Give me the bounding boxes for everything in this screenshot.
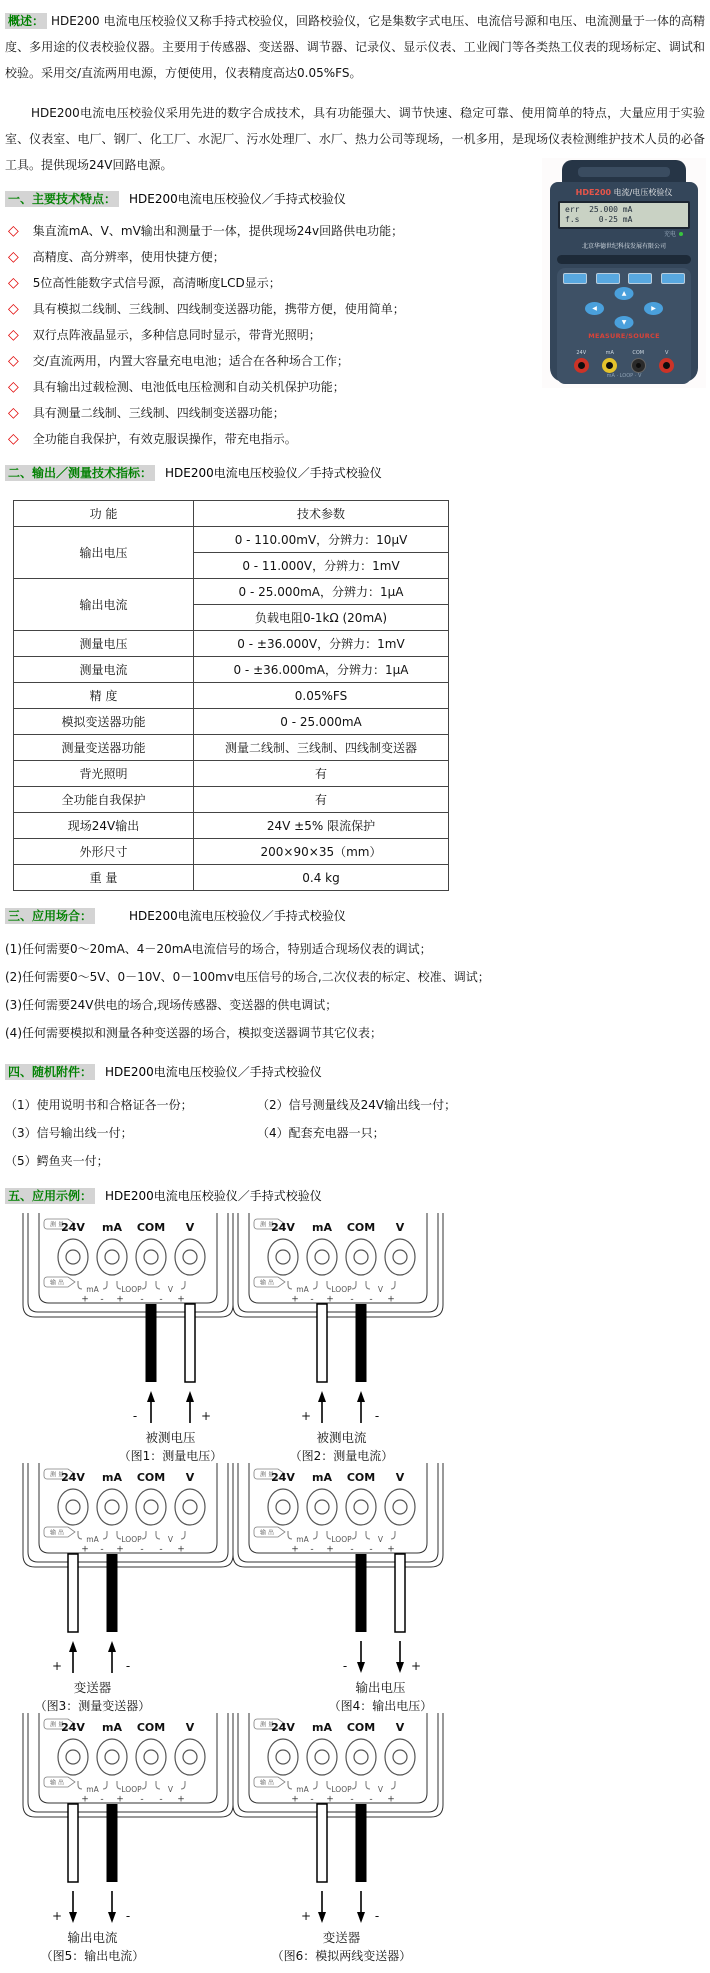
- polarity-sign: -: [350, 1794, 354, 1805]
- spec-row: 0 - 11.000V，分辨力：1mV: [14, 553, 449, 579]
- figure-label: 变送器: [322, 1930, 361, 1945]
- section-1-title: 一、主要技术特点：: [5, 191, 119, 207]
- overview-label: 概述：: [5, 13, 47, 29]
- terminal-label: V: [395, 1471, 405, 1484]
- terminal-label: mA: [312, 1471, 332, 1484]
- function-keys: [563, 273, 685, 284]
- figure-2: [215, 1213, 705, 1463]
- polarity-sign: +: [326, 1794, 334, 1805]
- polarity-sign: -: [369, 1794, 373, 1805]
- polarity-sign: -: [350, 1544, 354, 1555]
- terminal-hole: [276, 1500, 290, 1514]
- bracket-label: mA: [86, 1535, 99, 1544]
- arrow-head: [318, 1912, 326, 1923]
- arrow-head: [318, 1391, 326, 1402]
- terminal-label: COM: [136, 1471, 166, 1484]
- polarity-sign: -: [100, 1794, 104, 1805]
- svg-text:输 出: 输 出: [50, 1279, 64, 1287]
- terminal-24v: [574, 358, 589, 373]
- polarity-sign: -: [369, 1544, 373, 1555]
- spec-table: [13, 500, 449, 891]
- left-polarity: -: [132, 1409, 138, 1423]
- black-test-lead: [356, 1554, 367, 1632]
- polarity-sign: +: [326, 1544, 334, 1555]
- terminal-label: V: [185, 1721, 195, 1734]
- terminal-label: V: [185, 1471, 195, 1484]
- device-lcd: err 25.000 mA f.s 0-25 mA: [558, 201, 690, 229]
- figure-caption: （图6：模拟两线变送器）: [271, 1949, 412, 1963]
- spec-header-function: 功 能: [14, 501, 194, 527]
- terminal-hole: [183, 1250, 197, 1264]
- polarity-sign: -: [159, 1544, 163, 1555]
- section-5-title: 五、应用示例：: [5, 1188, 95, 1204]
- spec-row: 输出电压 0 - 110.00mV，分辨力：10μV: [14, 527, 449, 553]
- white-test-lead: [317, 1804, 327, 1882]
- example-figures: [5, 1213, 705, 1963]
- terminal-hole: [105, 1500, 119, 1514]
- bracket-label: mA: [296, 1285, 309, 1294]
- terminal-label: 24V: [61, 1221, 85, 1234]
- spec-row: 模拟变送器功能 0 - 25.000mA: [14, 709, 449, 735]
- connection-diagram: [223, 1213, 459, 1463]
- polarity-sign: +: [177, 1294, 185, 1305]
- svg-text:输 出: 输 出: [260, 1279, 274, 1287]
- terminal-hole: [276, 1750, 290, 1764]
- bracket-label: LOOP: [331, 1285, 352, 1294]
- polarity-sign: -: [369, 1294, 373, 1305]
- arrow-head: [147, 1391, 155, 1402]
- arrow-head: [69, 1641, 77, 1652]
- polarity-sign: -: [140, 1794, 144, 1805]
- polarity-sign: +: [291, 1544, 299, 1555]
- bracket-label: V: [377, 1285, 384, 1294]
- right-polarity: -: [125, 1909, 131, 1923]
- white-test-lead: [68, 1804, 78, 1882]
- figure-caption: （图2：测量电流）: [289, 1449, 394, 1463]
- terminal-hole: [183, 1750, 197, 1764]
- bracket-label: V: [377, 1535, 384, 1544]
- terminal-label: COM: [136, 1721, 166, 1734]
- terminal-label: V: [185, 1221, 195, 1234]
- figure-label: 输出电流: [67, 1930, 118, 1945]
- attachment-item: （3）信号输出线一付；: [5, 1126, 133, 1140]
- device-terminals: 24V mA COM V: [563, 343, 685, 373]
- terminal-label: mA: [312, 1221, 332, 1234]
- terminal-hole: [315, 1250, 329, 1264]
- section-5-subtitle: HDE200电流电压校验仪／手持式校验仪: [105, 1189, 322, 1203]
- bracket-label: LOOP: [121, 1285, 142, 1294]
- attachment-item: （5）鳄鱼夹一付；: [5, 1154, 109, 1168]
- svg-text:测 量: 测 量: [50, 1721, 64, 1729]
- terminal-label: mA: [102, 1471, 122, 1484]
- terminal-label: COM: [346, 1221, 376, 1234]
- terminal-ma: [602, 358, 617, 373]
- figure-1: [5, 1213, 223, 1463]
- polarity-sign: +: [81, 1294, 89, 1305]
- polarity-sign: +: [326, 1294, 334, 1305]
- svg-text:输 出: 输 出: [260, 1529, 274, 1537]
- terminal-label: 24V: [271, 1471, 295, 1484]
- right-arrow-key: ▶: [644, 302, 663, 315]
- right-polarity: -: [125, 1659, 131, 1673]
- section-2-title: 二、输出／测量技术指标：: [5, 465, 155, 481]
- terminal-hole: [144, 1750, 158, 1764]
- figure-3: [5, 1463, 215, 1713]
- arrow-head: [69, 1912, 77, 1923]
- black-test-lead: [146, 1304, 157, 1382]
- spec-row: 测量电流 0 - ±36.000mA，分辨力：1μA: [14, 657, 449, 683]
- feature-item: ◇ 具有输出过载检测、电池低电压检测和自动关机保护功能；: [8, 379, 345, 395]
- figure-caption: （图3：测量变送器）: [34, 1699, 151, 1713]
- terminal-hole: [144, 1500, 158, 1514]
- polarity-sign: +: [387, 1544, 395, 1555]
- polarity-sign: +: [291, 1794, 299, 1805]
- terminal-hole: [66, 1250, 80, 1264]
- figure-label: 被测电压: [145, 1430, 196, 1445]
- up-arrow-key: ▲: [615, 287, 634, 300]
- terminal-label: 24V: [271, 1721, 295, 1734]
- spec-row: 输出电流 0 - 25.000mA，分辨力：1μA: [14, 579, 449, 605]
- black-test-lead: [356, 1804, 367, 1882]
- polarity-sign: +: [81, 1794, 89, 1805]
- svg-text:测 量: 测 量: [50, 1471, 64, 1479]
- arrow-head: [357, 1912, 365, 1923]
- application-list: [5, 935, 705, 1047]
- section-5-header: [5, 1185, 705, 1207]
- polarity-sign: -: [140, 1294, 144, 1305]
- device-title: HDE200 电流/电压校验仪: [575, 188, 673, 197]
- diamond-bullet-icon: ◇: [8, 353, 19, 369]
- svg-text:测 量: 测 量: [260, 1471, 274, 1479]
- spec-row: 现场24V输出 24V ±5% 限流保护: [14, 813, 449, 839]
- terminal-hole: [393, 1750, 407, 1764]
- device-divider: [557, 255, 691, 264]
- polarity-sign: +: [116, 1794, 124, 1805]
- application-item: (3)任何需要24V供电的场合,现场传感器、变送器的供电调试；: [5, 998, 338, 1012]
- terminal-hole: [315, 1750, 329, 1764]
- terminal-v: [659, 358, 674, 373]
- polarity-sign: +: [387, 1794, 395, 1805]
- feature-item: ◇ 具有测量二线制、三线制、四线制变送器功能；: [8, 405, 285, 421]
- section-4-title: 四、随机附件：: [5, 1064, 95, 1080]
- diamond-bullet-icon: ◇: [8, 223, 19, 239]
- feature-item: ◇ 全功能自我保护，有效克服误操作，带充电指示。: [8, 431, 297, 447]
- section-3-header: [5, 905, 705, 927]
- charge-indicator: 充电: [557, 231, 683, 239]
- section-4-subtitle: HDE200电流电压校验仪／手持式校验仪: [105, 1065, 322, 1079]
- terminal-label: COM: [346, 1471, 376, 1484]
- figure-4: [215, 1463, 705, 1713]
- terminal-label: 24V: [61, 1721, 85, 1734]
- bracket-label: LOOP: [331, 1785, 352, 1794]
- attachment-item: （1）使用说明书和合格证各一份；: [5, 1098, 193, 1112]
- attachment-list: [5, 1091, 705, 1175]
- feature-item: ◇ 5位高性能数字式信号源，高清晰度LCD显示；: [8, 275, 281, 291]
- terminal-hole: [393, 1250, 407, 1264]
- diamond-bullet-icon: ◇: [8, 275, 19, 291]
- diamond-bullet-icon: ◇: [8, 249, 19, 265]
- arrow-keys: [563, 287, 685, 329]
- terminal-label: mA: [102, 1721, 122, 1734]
- polarity-sign: -: [140, 1544, 144, 1555]
- connection-diagram: [223, 1713, 459, 1963]
- company-name: 北京华德世纪科技发展有限公司: [581, 243, 666, 250]
- overview-paragraph-2: HDE200电流电压校验仪采用先进的数字合成技术，具有功能强大、调节快速、稳定可靠、使用简单的特点，大量应用于实验室、仪表室、电厂、钢厂、化工厂、水泥厂、污水处理厂、水厂、热力公司等现场，一机多用，是现场仪表检测维护技术人员的必备工具。提供现场24V回路电源。: [5, 106, 705, 172]
- polarity-sign: +: [81, 1544, 89, 1555]
- spec-row: 全功能自我保护 有: [14, 787, 449, 813]
- terminal-label: 24V: [61, 1471, 85, 1484]
- section-1-subtitle: HDE200电流电压校验仪／手持式校验仪: [129, 192, 346, 206]
- diamond-bullet-icon: ◇: [8, 327, 19, 343]
- polarity-sign: -: [159, 1294, 163, 1305]
- spec-row: 负载电阻0-1kΩ (20mA): [14, 605, 449, 631]
- feature-item: ◇ 双行点阵液晶显示，多种信息同时显示，带背光照明；: [8, 327, 321, 343]
- terminal-hole: [354, 1250, 368, 1264]
- section-3-subtitle: HDE200电流电压校验仪／手持式校验仪: [129, 909, 346, 923]
- polarity-sign: +: [387, 1294, 395, 1305]
- connection-diagram: [223, 1463, 459, 1713]
- down-arrow-key: ▼: [615, 316, 634, 329]
- right-polarity: -: [374, 1409, 380, 1423]
- bracket-label: V: [167, 1535, 174, 1544]
- bracket-label: mA: [296, 1785, 309, 1794]
- feature-item: ◇ 交/直流两用，内置大容量充电电池；适合在各种场合工作；: [8, 353, 349, 369]
- spec-header-row: [14, 501, 449, 527]
- arrow-head: [396, 1662, 404, 1673]
- arrow-head: [108, 1912, 116, 1923]
- svg-text:输 出: 输 出: [260, 1779, 274, 1787]
- mode-label: MEASURE/SOURCE: [588, 332, 660, 340]
- terminal-hole: [105, 1750, 119, 1764]
- terminal-markings: mA · LOOP · V: [606, 373, 642, 379]
- feature-item: ◇ 具有模拟二线制、三线制、四线制变送器功能，携带方便，使用简单；: [8, 301, 405, 317]
- figure-label: 输出电压: [355, 1680, 406, 1695]
- terminal-label: V: [395, 1721, 405, 1734]
- device-top: [562, 160, 686, 182]
- bracket-label: V: [377, 1785, 384, 1794]
- terminal-label: mA: [312, 1721, 332, 1734]
- arrow-head: [357, 1662, 365, 1673]
- figure-6: [215, 1713, 705, 1963]
- figure-5: [5, 1713, 215, 1963]
- left-polarity: +: [300, 1909, 312, 1923]
- polarity-sign: +: [291, 1294, 299, 1305]
- terminal-hole: [315, 1500, 329, 1514]
- feature-item: ◇ 高精度、高分辨率，使用快捷方便；: [8, 249, 225, 265]
- bracket-label: LOOP: [331, 1535, 352, 1544]
- terminal-hole: [105, 1250, 119, 1264]
- right-polarity: -: [374, 1909, 380, 1923]
- application-item: (1)任何需要0～20mA、4－20mA电流信号的场合，特别适合现场仪表的调试；: [5, 942, 432, 956]
- section-3-title: 三、应用场合：: [5, 908, 95, 924]
- terminal-hole: [276, 1250, 290, 1264]
- terminal-label: COM: [136, 1221, 166, 1234]
- section-4-header: [5, 1061, 705, 1083]
- spec-header-params: 技术参数: [194, 501, 449, 527]
- spec-row: 测量电压 0 - ±36.000V，分辨力：1mV: [14, 631, 449, 657]
- arrow-head: [357, 1391, 365, 1402]
- application-item: (4)任何需要模拟和测量各种变送器的场合，模拟变送器调节其它仪表；: [5, 1026, 383, 1040]
- figure-caption: （图4：输出电压）: [328, 1699, 433, 1713]
- connection-diagram: [13, 1713, 249, 1963]
- spec-row: 精 度 0.05%FS: [14, 683, 449, 709]
- terminal-label: COM: [346, 1721, 376, 1734]
- terminal-hole: [66, 1500, 80, 1514]
- white-test-lead: [317, 1304, 327, 1382]
- feature-item: ◇ 集直流mA、V、mV输出和测量于一体，提供现场24v回路供电功能；: [8, 223, 404, 239]
- polarity-sign: +: [116, 1294, 124, 1305]
- svg-text:输 出: 输 出: [50, 1779, 64, 1787]
- attachment-item: （2）信号测量线及24V输出线一付；: [257, 1098, 457, 1112]
- terminal-label: 24V: [271, 1221, 295, 1234]
- left-polarity: +: [51, 1909, 63, 1923]
- spec-row: 外形尺寸 200×90×35（mm）: [14, 839, 449, 865]
- bracket-label: mA: [86, 1285, 99, 1294]
- diamond-bullet-icon: ◇: [8, 431, 19, 447]
- figure-caption: （图5：输出电流）: [40, 1949, 145, 1963]
- terminal-hole: [66, 1750, 80, 1764]
- figure-label: 被测电流: [316, 1430, 367, 1445]
- terminal-hole: [354, 1750, 368, 1764]
- white-test-lead: [395, 1554, 405, 1632]
- overview-text: HDE200 电流电压校验仪又称手持式校验仪，回路校验仪，它是集数字式电压、电流信号源和电压、电流测量于一体的高精度、多用途的仪表校验仪器。主要用于传感器、变送器、调节器、记录仪、显示仪表、工业阀门等各类热工仪表的现场标定、调试和校验。采用交/直流两用电源，方便使用，仪表精度高达0.05%FS。: [5, 14, 705, 80]
- spec-row: 重 量 0.4 kg: [14, 865, 449, 891]
- section-2-header: [5, 462, 705, 484]
- spec-row: 背光照明 有: [14, 761, 449, 787]
- right-polarity: +: [200, 1409, 212, 1423]
- svg-text:测 量: 测 量: [260, 1221, 274, 1229]
- diamond-bullet-icon: ◇: [8, 379, 19, 395]
- white-test-lead: [185, 1304, 195, 1382]
- terminal-label: mA: [102, 1221, 122, 1234]
- connection-diagram: [13, 1463, 249, 1713]
- arrow-head: [186, 1391, 194, 1402]
- polarity-sign: -: [100, 1294, 104, 1305]
- polarity-sign: -: [100, 1544, 104, 1555]
- left-polarity: -: [342, 1659, 348, 1673]
- diamond-bullet-icon: ◇: [8, 301, 19, 317]
- left-arrow-key: ◀: [585, 302, 604, 315]
- device-body: [550, 182, 698, 382]
- bracket-label: V: [167, 1285, 174, 1294]
- figure-caption: （图1：测量电压）: [118, 1449, 223, 1463]
- svg-text:测 量: 测 量: [50, 1221, 64, 1229]
- charge-led: [679, 232, 683, 236]
- connection-diagram: [13, 1213, 249, 1463]
- white-test-lead: [68, 1554, 78, 1632]
- black-test-lead: [356, 1304, 367, 1382]
- polarity-sign: +: [177, 1794, 185, 1805]
- calibrator-device-image: [550, 160, 698, 382]
- figure-label: 变送器: [73, 1680, 112, 1695]
- terminal-label: V: [395, 1221, 405, 1234]
- terminal-com: [631, 358, 646, 373]
- bracket-label: mA: [296, 1535, 309, 1544]
- diamond-bullet-icon: ◇: [8, 405, 19, 421]
- polarity-sign: -: [159, 1794, 163, 1805]
- overview-paragraph: [5, 8, 705, 86]
- product-photo: [542, 158, 706, 388]
- attachment-item: （4）配套充电器一只；: [257, 1126, 385, 1140]
- bracket-label: LOOP: [121, 1535, 142, 1544]
- left-polarity: +: [300, 1409, 312, 1423]
- terminal-hole: [144, 1250, 158, 1264]
- bracket-label: mA: [86, 1785, 99, 1794]
- black-test-lead: [107, 1554, 118, 1632]
- section-2-subtitle: HDE200电流电压校验仪／手持式校验仪: [165, 466, 382, 480]
- terminal-hole: [393, 1500, 407, 1514]
- polarity-sign: +: [177, 1544, 185, 1555]
- polarity-sign: -: [310, 1544, 314, 1555]
- svg-text:测 量: 测 量: [260, 1721, 274, 1729]
- polarity-sign: -: [350, 1294, 354, 1305]
- svg-text:输 出: 输 出: [50, 1529, 64, 1537]
- polarity-sign: -: [310, 1294, 314, 1305]
- spec-row: 测量变送器功能 测量二线制、三线制、四线制变送器: [14, 735, 449, 761]
- terminal-hole: [354, 1500, 368, 1514]
- polarity-sign: +: [116, 1544, 124, 1555]
- polarity-sign: -: [310, 1794, 314, 1805]
- terminal-hole: [183, 1500, 197, 1514]
- black-test-lead: [107, 1804, 118, 1882]
- right-polarity: +: [410, 1659, 422, 1673]
- device-keypad: [557, 268, 691, 384]
- bracket-label: V: [167, 1785, 174, 1794]
- left-polarity: +: [51, 1659, 63, 1673]
- bracket-label: LOOP: [121, 1785, 142, 1794]
- application-item: (2)任何需要0～5V、0－10V、0－100mv电压信号的场合,二次仪表的标定、校准、调试；: [5, 970, 490, 984]
- arrow-head: [108, 1641, 116, 1652]
